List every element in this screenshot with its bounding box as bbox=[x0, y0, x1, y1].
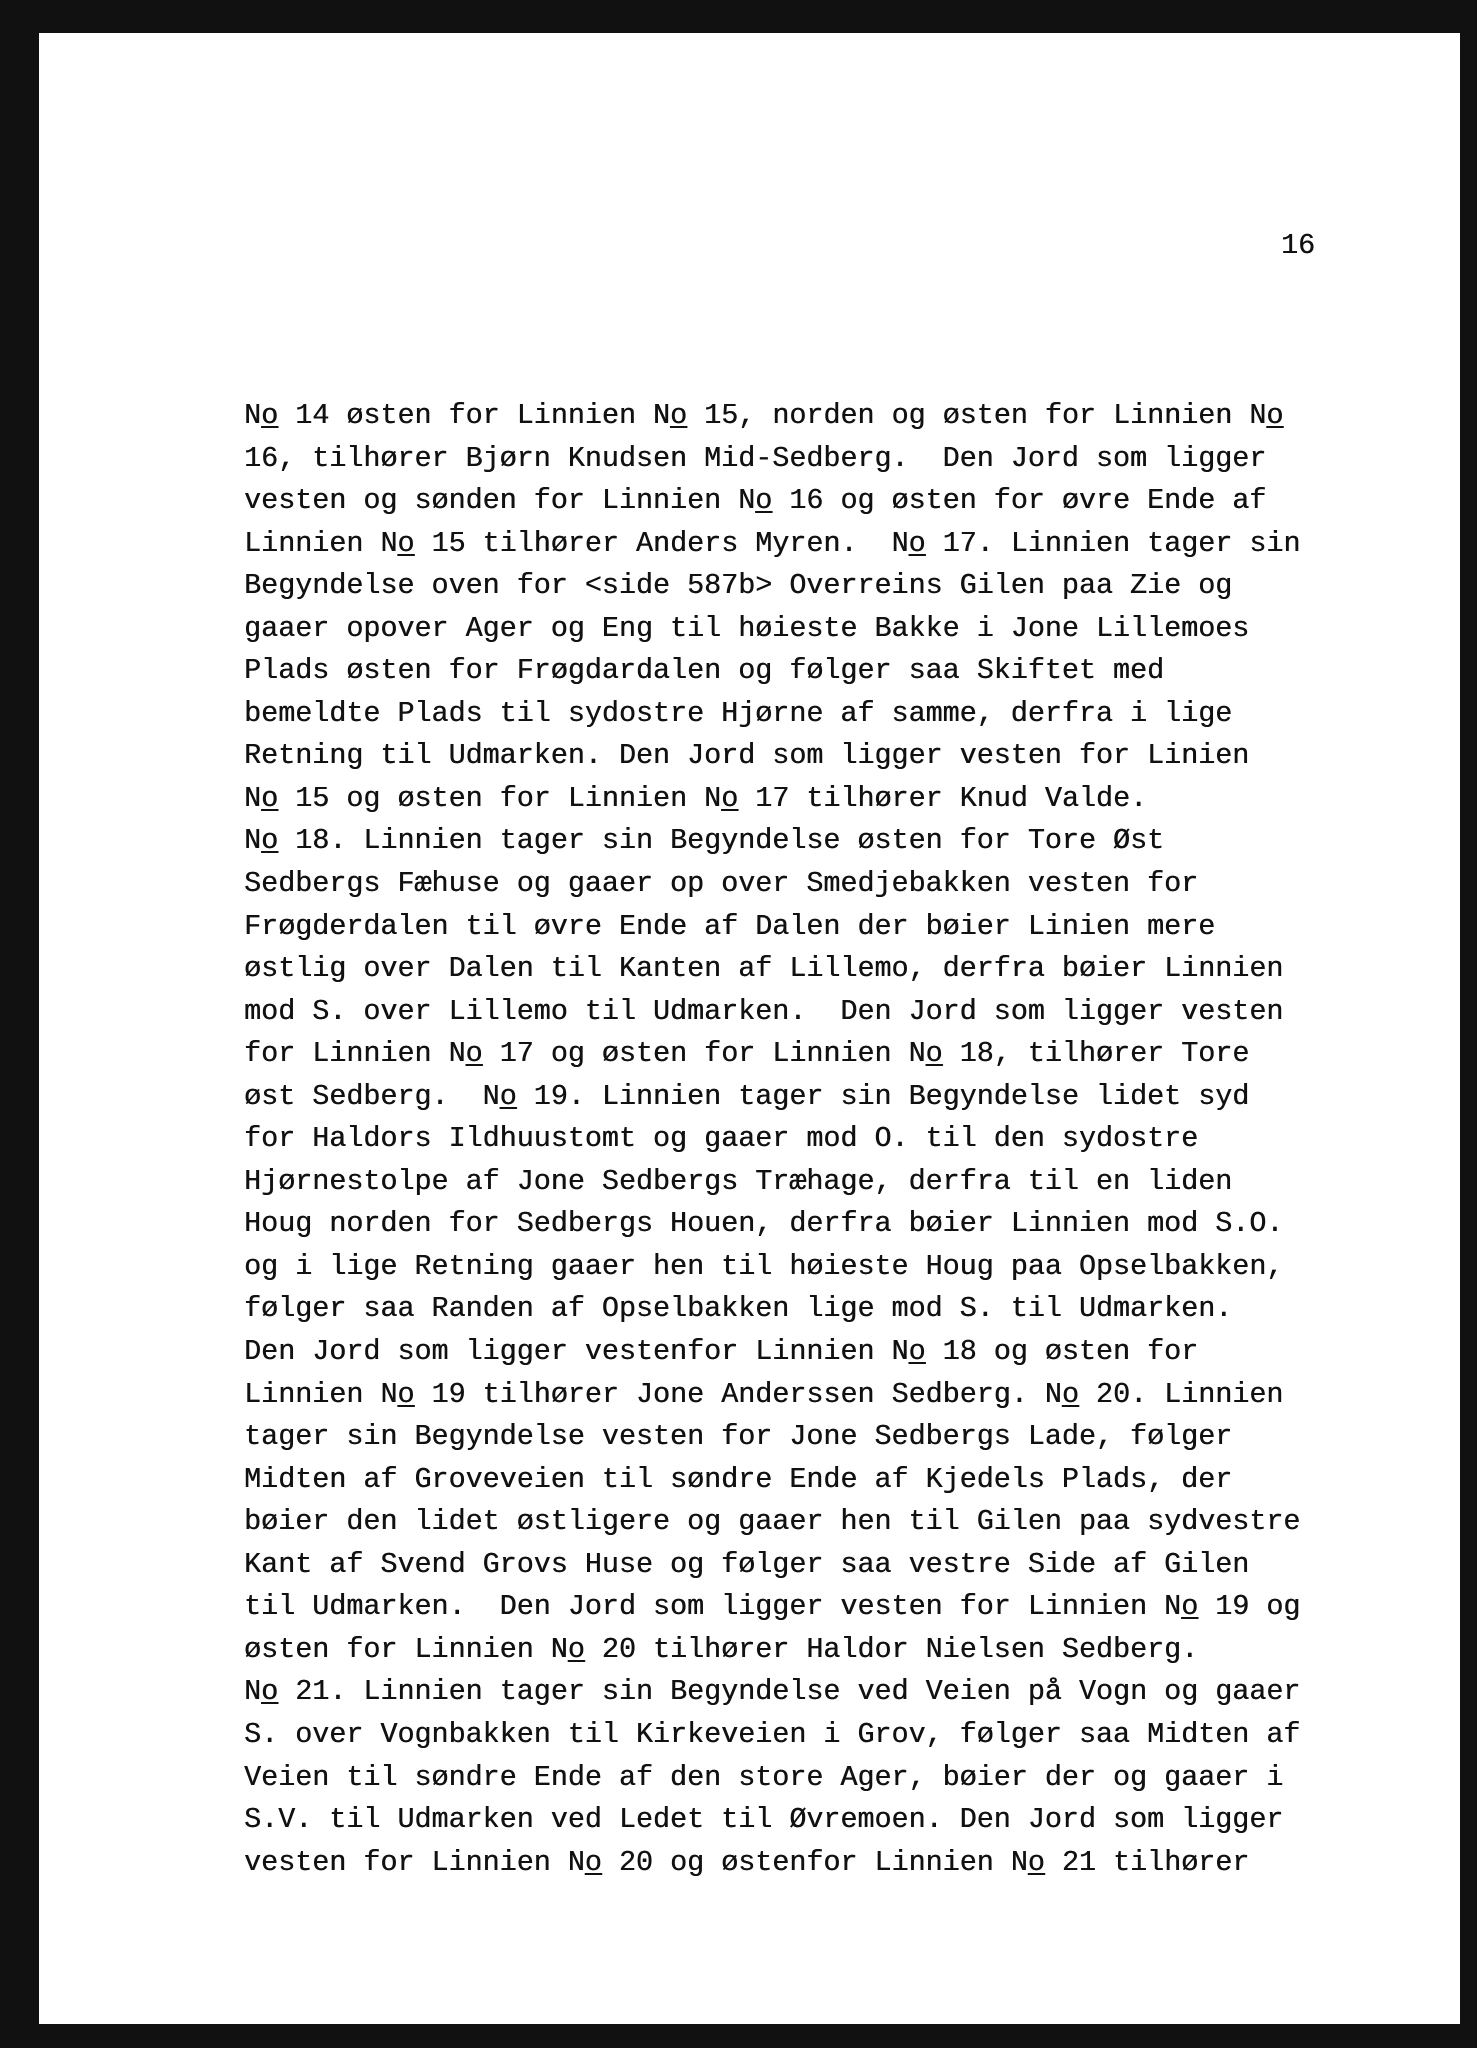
text-line: mod S. over Lillemo til Udmarken. Den Jord som ligger vesten bbox=[244, 994, 1284, 1028]
text-line: Kant af Svend Grovs Huse og følger saa vestre Side af Gilen bbox=[244, 1547, 1250, 1581]
text-line: øst Sedberg. No 19. Linnien tager sin Begyndelse lidet syd bbox=[244, 1079, 1250, 1113]
document-page bbox=[39, 33, 1460, 2024]
text-line: Den Jord som ligger vestenfor Linnien No 18 og østen for bbox=[244, 1335, 1199, 1369]
text-line: Veien til søndre Ende af den store Ager, bøier der og gaaer i bbox=[244, 1760, 1284, 1794]
text-line: Plads østen for Frøgdardalen og følger saa Skiftet med bbox=[244, 654, 1165, 688]
text-line: No 18. Linnien tager sin Begyndelse østen for Tore Øst bbox=[244, 824, 1165, 858]
text-line: S.V. til Udmarken ved Ledet til Øvremoen. Den Jord som ligger bbox=[244, 1803, 1284, 1837]
text-line: Midten af Groveveien til søndre Ende af Kjedels Plads, der bbox=[244, 1462, 1233, 1496]
text-line: østen for Linnien No 20 tilhører Haldor Nielsen Sedberg. bbox=[244, 1632, 1199, 1666]
text-line: Hjørnestolpe af Jone Sedbergs Træhage, derfra til en liden bbox=[244, 1164, 1233, 1198]
text-line: gaaer opover Ager og Eng til høieste Bakke i Jone Lillemoes bbox=[244, 611, 1250, 645]
text-line: og i lige Retning gaaer hen til høieste Houg paa Opselbakken, bbox=[244, 1249, 1284, 1283]
text-line: følger saa Randen af Opselbakken lige mod S. til Udmarken. bbox=[244, 1292, 1233, 1326]
text-line: No 15 og østen for Linnien No 17 tilhører Knud Valde. bbox=[244, 781, 1148, 815]
text-line: No 21. Linnien tager sin Begyndelse ved Veien på Vogn og gaaer bbox=[244, 1675, 1301, 1709]
text-line: Retning til Udmarken. Den Jord som ligger vesten for Linien bbox=[244, 739, 1250, 773]
text-line: tager sin Begyndelse vesten for Jone Sedbergs Lade, følger bbox=[244, 1420, 1233, 1454]
text-line: Begyndelse oven for <side 587b> Overreins Gilen paa Zie og bbox=[244, 569, 1233, 603]
text-line: Linnien No 15 tilhører Anders Myren. No 17. Linnien tager sin bbox=[244, 526, 1301, 560]
body-text bbox=[244, 395, 1300, 1884]
text-line: for Haldors Ildhuustomt og gaaer mod O. til den sydostre bbox=[244, 1122, 1199, 1156]
text-line: No 14 østen for Linnien No 15, norden og østen for Linnien No bbox=[244, 399, 1284, 432]
text-line: bemeldte Plads til sydostre Hjørne af samme, derfra i lige bbox=[244, 696, 1233, 730]
text-line: vesten og sønden for Linnien No 16 og østen for øvre Ende af bbox=[244, 484, 1267, 518]
text-line: vesten for Linnien No 20 og østenfor Linnien No 21 tilhører bbox=[244, 1845, 1250, 1879]
text-line: for Linnien No 17 og østen for Linnien No 18, tilhører Tore bbox=[244, 1037, 1250, 1071]
text-line: Linnien No 19 tilhører Jone Anderssen Sedberg. No 20. Linnien bbox=[244, 1377, 1284, 1411]
text-line: østlig over Dalen til Kanten af Lillemo, derfra bøier Linnien bbox=[244, 952, 1284, 986]
text-line: bøier den lidet østligere og gaaer hen til Gilen paa sydvestre bbox=[244, 1505, 1301, 1539]
text-line: 16, tilhører Bjørn Knudsen Mid-Sedberg. Den Jord som ligger bbox=[244, 441, 1267, 475]
text-line: til Udmarken. Den Jord som ligger vesten for Linnien No 19 og bbox=[244, 1590, 1301, 1624]
text-line: S. over Vognbakken til Kirkeveien i Grov, følger saa Midten af bbox=[244, 1717, 1301, 1751]
text-line: Frøgderdalen til øvre Ende af Dalen der bøier Linien mere bbox=[244, 909, 1216, 943]
text-line: Sedbergs Fæhuse og gaaer op over Smedjebakken vesten for bbox=[244, 867, 1199, 901]
page-number: 16 bbox=[1281, 229, 1316, 262]
text-line: Houg norden for Sedbergs Houen, derfra bøier Linnien mod S.O. bbox=[244, 1207, 1284, 1241]
